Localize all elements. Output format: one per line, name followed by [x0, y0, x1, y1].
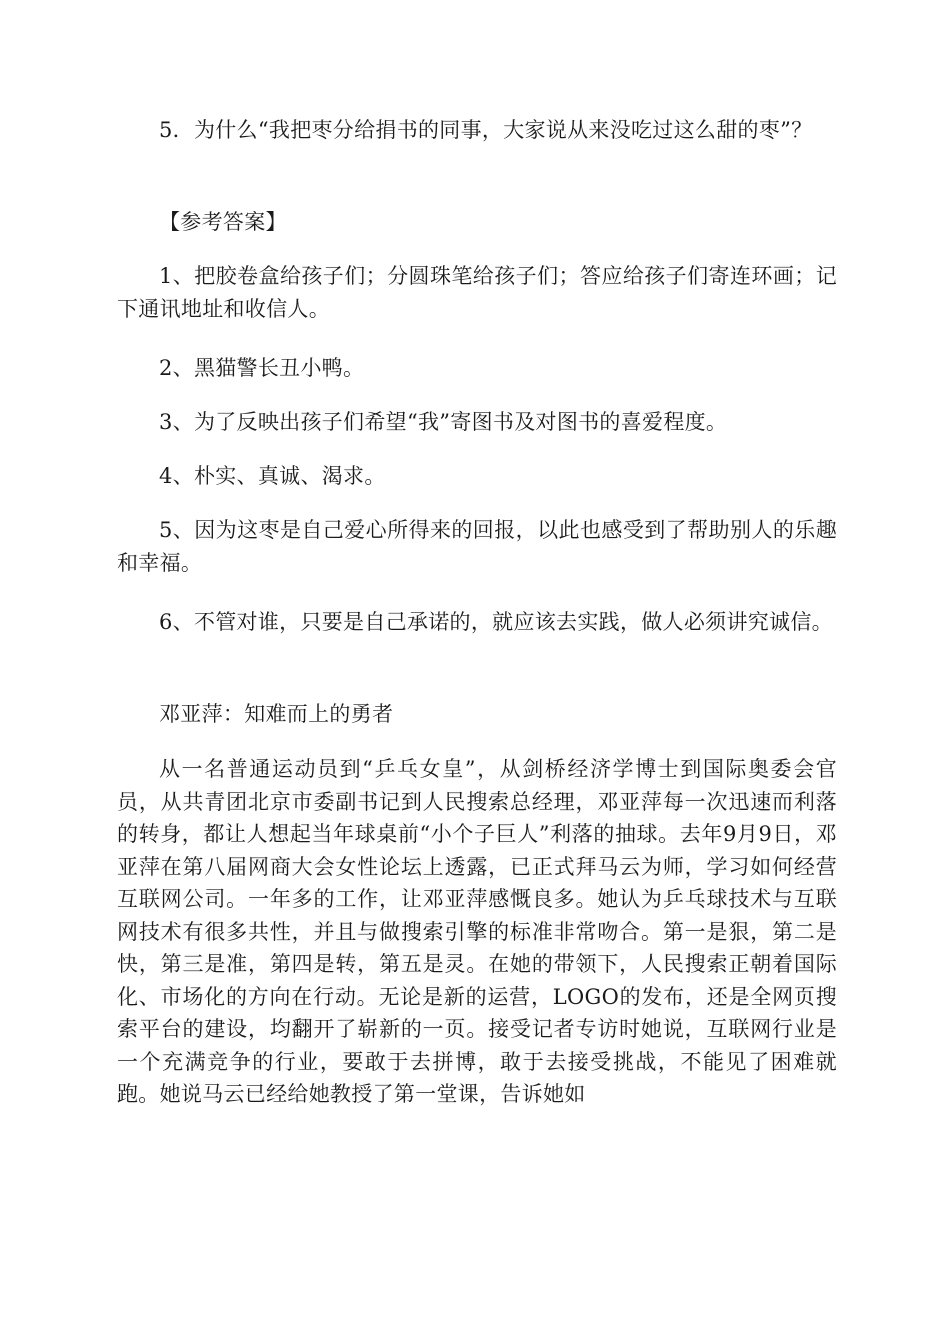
answer-heading: 【参考答案】	[159, 210, 287, 234]
answer-1: 1、把胶卷盒给孩子们；分圆珠笔给孩子们；答应给孩子们寄连环画；记下通讯地址和收信人。	[117, 264, 837, 321]
article-body: 从一名普通运动员到“乒乓女皇”，从剑桥经济学博士到国际奥委会官员，从共青团北京市委副书记到人民搜索总经理，邓亚萍每一次迅速而利落的转身，都让人想起当年球桌前“小个子巨人”利落的抽球。去年9月9日，邓亚萍在第八届网商大会女性论坛上透露，已正式拜马云为师，学习如何经营互联网公司。一年多的工作，让邓亚萍感慨良多。她认为乒乓球技术与互联网技术有很多共性，并且与做搜索引擎的标准非常吻合。第一是狠，第二是快，第三是准，第四是转，第五是灵。在她的带领下，人民搜索正朝着国际化、市场化的方向在行动。无论是新的运营，LOGO的发布，还是全网页搜索平台的建设，均翻开了崭新的一页。接受记者专访时她说，互联网行业是一个充满竞争的行业，要敢于去拼博，敢于去接受挑战，不能见了困难就跑。她说马云已经给她教授了第一堂课，告诉她如	[117, 757, 837, 1106]
question-5: 5．为什么“我把枣分给捐书的同事，大家说从来没吃过这么甜的枣”？	[159, 118, 813, 142]
article-title: 邓亚萍：知难而上的勇者	[159, 702, 394, 726]
answer-4: 4、朴实、真诚、渴求。	[159, 464, 386, 488]
answer-2: 2、黑猫警长丑小鸭。	[159, 356, 365, 380]
answer-5: 5、因为这枣是自己爱心所得来的回报，以此也感受到了帮助别人的乐趣和幸福。	[117, 518, 837, 575]
answer-3: 3、为了反映出孩子们希望“我”寄图书及对图书的喜爱程度。	[159, 410, 728, 434]
answer-6: 6、不管对谁，只要是自己承诺的，就应该去实践，做人必须讲究诚信。	[159, 610, 833, 634]
